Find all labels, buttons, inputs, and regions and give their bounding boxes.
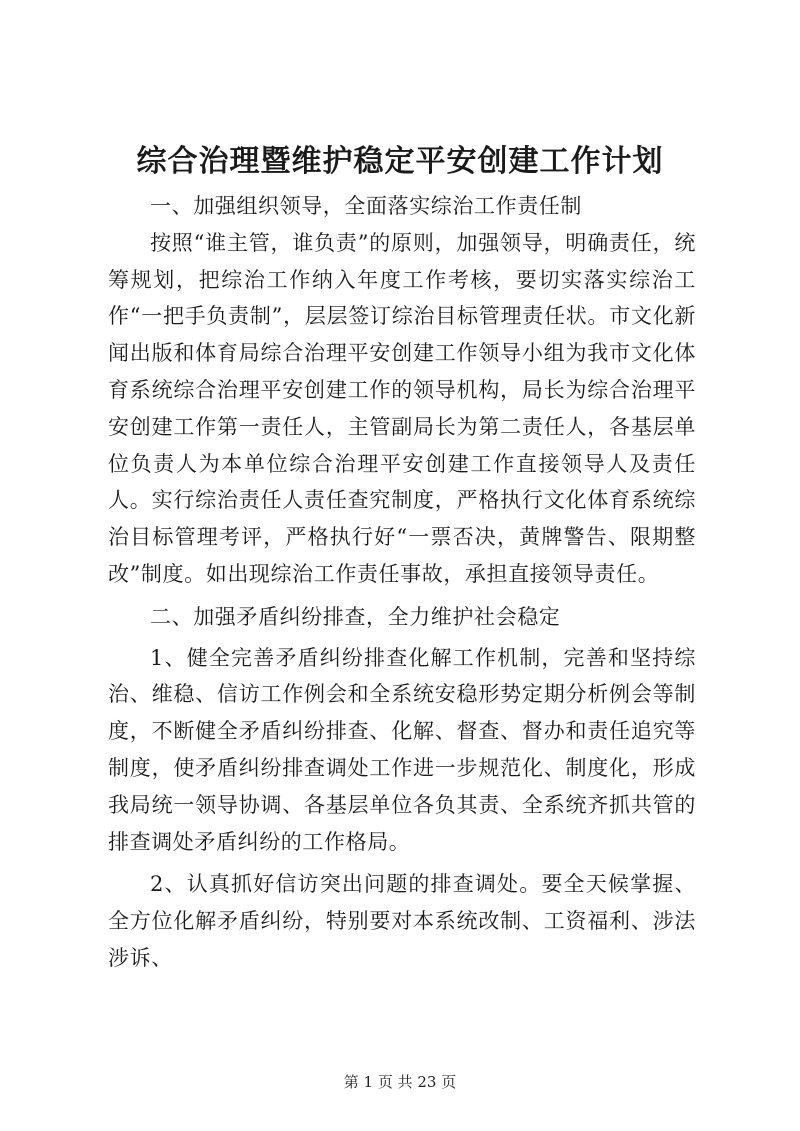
section-heading-2: 二、加强矛盾纠纷排查，全力维护社会稳定	[150, 604, 561, 629]
document-body	[108, 188, 696, 977]
section-heading-1: 一、加强组织领导，全面落实综治工作责任制	[150, 194, 582, 218]
page-number: 第 1 页 共 23 页	[343, 1073, 457, 1091]
paragraph-3: 2、认真抓好信访突出问题的排查调处。要全天候掌握、全方位化解矛盾纠纷，特别要对本系统改制、工资福利、涉法涉诉、	[108, 872, 696, 970]
document-title: 综合治理暨维护稳定平安创建工作计划	[136, 144, 664, 179]
paragraph-1: 按照“谁主管，谁负责”的原则，加强领导，明确责任，统筹规划，把综治工作纳入年度工作考核，要切实落实综治工作“一把手负责制”，层层签订综治目标管理责任状。市文化新闻出版和体育局综合治理平安创建工作领导小组为我市文化体育系统综合治理平安创建工作的领导机构，局长为综合治理平安创建工作第一责任人，主管副局长为第二责任人，各基层单位负责人为本单位综合治理平安创建工作直接领导人及责任人。实行综治责任人责任查究制度，严格执行文化体育系统综治目标管理考评，严格执行好“一票否决，黄牌警告、限期整改”制度。如出现综治工作责任事故，承担直接领导责任。	[108, 230, 696, 586]
paragraph-2: 1、健全完善矛盾纠纷排查化解工作机制，完善和坚持综治、维稳、信访工作例会和全系统安稳形势定期分析例会等制度，不断健全矛盾纠纷排查、化解、督查、督办和责任追究等制度，使矛盾纠纷排查调处工作进一步规范化、制度化，形成我局统一领导协调、各基层单位各负其责、全系统齐抓共管的排查调处矛盾纠纷的工作格局。	[108, 645, 696, 854]
